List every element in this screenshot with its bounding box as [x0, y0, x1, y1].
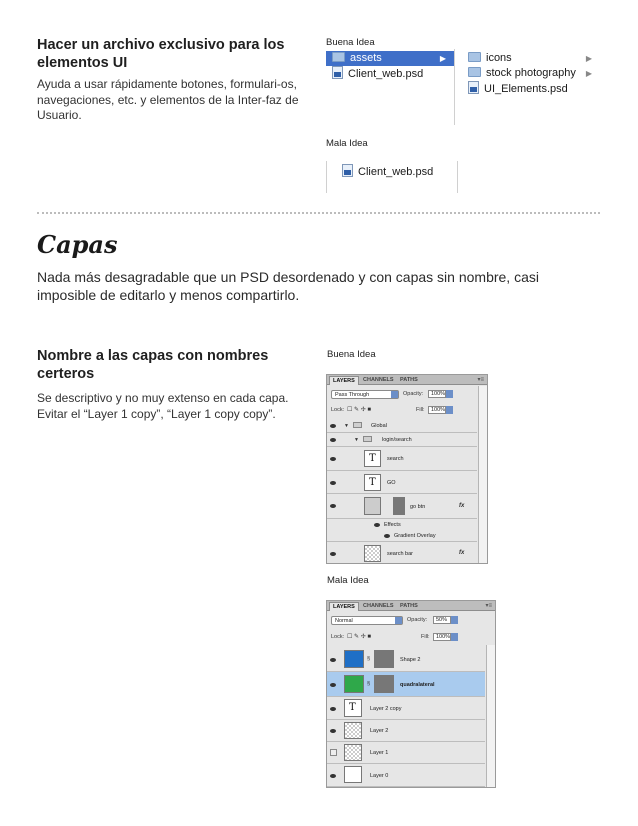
layer-name: Global — [371, 423, 387, 429]
vector-mask-thumbnail — [374, 650, 394, 668]
expand-triangle-icon[interactable]: ▼ — [344, 423, 349, 429]
panel-menu-icon[interactable]: ▾≡ — [485, 603, 492, 609]
tab-channels[interactable]: CHANNELS — [363, 603, 394, 609]
section-divider — [37, 212, 600, 214]
heading-ui-file: Hacer un archivo exclusivo para los elementos UI — [37, 37, 285, 71]
layer-row-layer-1[interactable] — [327, 742, 485, 764]
folder-icon — [332, 52, 345, 62]
opacity-stepper-icon — [451, 616, 458, 624]
eye-icon[interactable] — [329, 551, 337, 557]
capas-intro: Nada más desagradable que un PSD desordenado y con capas sin nombre, casi imposible de editarlo y menos compartirlo. — [37, 269, 539, 303]
opacity-stepper-icon — [446, 390, 453, 398]
scrollbar[interactable] — [486, 645, 495, 787]
eye-icon[interactable] — [373, 522, 381, 528]
eye-icon[interactable] — [329, 456, 337, 462]
blend-mode-select[interactable] — [331, 390, 399, 399]
shape-thumbnail — [344, 675, 364, 693]
column-divider — [326, 161, 327, 193]
layer-row-layer-2-copy[interactable] — [327, 697, 485, 720]
layer-name: Gradient Overlay — [394, 533, 436, 539]
column-divider — [457, 161, 458, 193]
layers-panel-good — [326, 374, 488, 564]
text-layer-icon: T — [349, 702, 356, 713]
finder-item-label: stock photography — [486, 67, 576, 79]
finder-item-assets[interactable] — [326, 51, 454, 66]
folder-icon — [353, 422, 362, 428]
link-icon: § — [367, 681, 371, 687]
finder-item-label: Client_web.psd — [358, 166, 434, 178]
text-layer-icon: T — [369, 453, 376, 464]
layer-row-effects[interactable] — [327, 519, 477, 530]
layer-name: quadralateral — [400, 682, 435, 688]
layer-name: Layer 1 — [370, 750, 389, 756]
fill-input[interactable] — [428, 406, 446, 414]
layer-name: Layer 2 copy — [370, 706, 402, 712]
layer-thumbnail — [344, 722, 362, 739]
panel-tabs — [327, 375, 487, 385]
opacity-value: 100% — [431, 391, 446, 397]
finder-good — [326, 49, 600, 125]
folder-icon — [468, 52, 481, 62]
label-good-idea-1: Buena Idea — [326, 37, 375, 48]
blend-mode-value: Normal — [335, 618, 353, 624]
heading-layer-names: Nombre a las capas con nombres certeros — [37, 348, 269, 382]
layer-row-login-search[interactable] — [327, 433, 477, 447]
layer-row-layer-2[interactable] — [327, 720, 485, 742]
eye-icon[interactable] — [329, 657, 337, 663]
eye-icon[interactable] — [329, 706, 337, 712]
finder-item-ui-elements[interactable] — [468, 81, 568, 96]
finder-bad — [326, 161, 460, 193]
fill-label: Fill: — [416, 407, 425, 413]
layer-row-shape-2[interactable] — [327, 647, 485, 672]
layer-thumbnail — [364, 545, 381, 562]
layer-row-global[interactable] — [327, 419, 477, 433]
layer-row-quadralateral[interactable] — [327, 672, 485, 697]
fill-stepper-icon — [451, 633, 458, 641]
finder-item-icons[interactable] — [468, 51, 600, 66]
select-arrows-icon — [391, 391, 398, 398]
label-bad-idea-1: Mala Idea — [326, 138, 368, 149]
fill-value: 100% — [431, 407, 446, 413]
eye-icon[interactable] — [383, 533, 391, 539]
layer-name: Layer 2 — [370, 728, 389, 734]
shape-thumbnail — [364, 497, 381, 515]
psd-file-icon — [332, 66, 343, 79]
layer-name: Layer 0 — [370, 773, 389, 779]
label-bad-idea-2: Mala Idea — [327, 575, 369, 586]
tab-channels[interactable]: CHANNELS — [363, 377, 394, 383]
fx-icon[interactable]: fx — [459, 503, 465, 509]
opacity-value: 50% — [436, 617, 448, 623]
finder-item-label: UI_Elements.psd — [484, 83, 568, 95]
layer-name: login/search — [382, 437, 412, 443]
panel-menu-icon[interactable]: ▾≡ — [477, 377, 484, 383]
layer-name: search bar — [387, 551, 413, 557]
tab-paths[interactable]: PATHS — [400, 603, 418, 609]
lock-icons[interactable]: ☐ ✎ ✢ ■ — [347, 634, 372, 640]
blend-mode-select[interactable] — [331, 616, 403, 625]
blend-mode-value: Pass Through — [335, 392, 370, 398]
select-arrows-icon — [395, 617, 402, 624]
fx-icon[interactable]: fx — [459, 550, 465, 556]
eye-icon[interactable] — [329, 773, 337, 779]
column-divider — [454, 49, 455, 125]
eye-icon[interactable] — [329, 728, 337, 734]
chevron-right-icon: ▶ — [585, 69, 592, 78]
panel-tabs — [327, 601, 495, 611]
text-layer-names: Se descriptivo y no muy extenso en cada capa. Evitar el “Layer 1 copy”, “Layer 1 copy copy”. — [37, 391, 289, 421]
finder-item-label: Client_web.psd — [348, 68, 424, 80]
psd-file-icon — [342, 164, 353, 177]
layer-name: Shape 2 — [400, 657, 421, 663]
opacity-input[interactable] — [433, 616, 451, 624]
eye-icon[interactable] — [329, 503, 337, 509]
layer-row-gradient-overlay[interactable] — [327, 530, 477, 542]
tab-layers[interactable]: LAYERS — [329, 602, 359, 611]
eye-icon[interactable] — [329, 423, 337, 429]
layer-name: go btn — [410, 504, 426, 510]
label-good-idea-2: Buena Idea — [327, 349, 376, 360]
fill-label: Fill: — [421, 634, 430, 640]
opacity-label: Opacity: — [407, 617, 428, 623]
lock-label: Lock: — [331, 634, 345, 640]
text-ui-file: Ayuda a usar rápidamente botones, formulari-os, navegaciones, etc. y elementos de la Inter-faz de Usuario. — [37, 77, 299, 122]
tab-layers[interactable]: LAYERS — [329, 376, 359, 385]
fill-input[interactable] — [433, 633, 451, 641]
eye-icon[interactable] — [329, 480, 337, 486]
psd-file-icon — [468, 81, 479, 94]
layer-thumbnail — [344, 744, 362, 761]
capas-title: Capas — [37, 230, 118, 259]
opacity-label: Opacity: — [403, 391, 424, 397]
expand-triangle-icon[interactable]: ▼ — [354, 437, 359, 443]
finder-item-label: icons — [486, 52, 512, 64]
layer-row-search[interactable] — [327, 447, 477, 471]
folder-icon — [468, 67, 481, 77]
fill-value: 100% — [436, 634, 451, 640]
layer-row-search-bar[interactable] — [327, 542, 477, 564]
layer-name: search — [387, 456, 404, 462]
lock-icons[interactable]: ☐ ✎ ✢ ■ — [347, 407, 372, 413]
layer-row-go-btn[interactable] — [327, 494, 477, 519]
layers-panel-bad — [326, 600, 496, 788]
chevron-right-icon: ▶ — [585, 54, 592, 63]
layer-thumbnail — [344, 766, 362, 783]
finder-item-stock[interactable] — [468, 66, 600, 81]
vector-mask-thumbnail — [374, 675, 394, 693]
folder-icon — [363, 436, 372, 442]
link-icon: § — [367, 656, 371, 662]
layer-name: Effects — [384, 522, 401, 528]
scrollbar[interactable] — [478, 386, 487, 563]
text-layer-icon: T — [369, 477, 376, 488]
lock-label: Lock: — [331, 407, 345, 413]
vector-mask-thumbnail — [393, 497, 405, 515]
layer-row-layer-0[interactable] — [327, 764, 485, 787]
shape-thumbnail — [344, 650, 364, 668]
chevron-right-icon: ▶ — [439, 54, 446, 63]
layer-name: GO — [387, 480, 396, 486]
eye-icon[interactable] — [329, 682, 337, 688]
eye-icon[interactable] — [329, 437, 337, 443]
tab-paths[interactable]: PATHS — [400, 377, 418, 383]
fill-stepper-icon — [446, 406, 453, 414]
hidden-visibility-icon[interactable] — [330, 749, 337, 756]
finder-item-client-psd-bad[interactable] — [342, 164, 433, 179]
finder-item-label: assets — [350, 52, 382, 64]
opacity-input[interactable] — [428, 390, 446, 398]
layer-row-go[interactable] — [327, 471, 477, 494]
finder-item-client-psd[interactable] — [332, 66, 423, 81]
